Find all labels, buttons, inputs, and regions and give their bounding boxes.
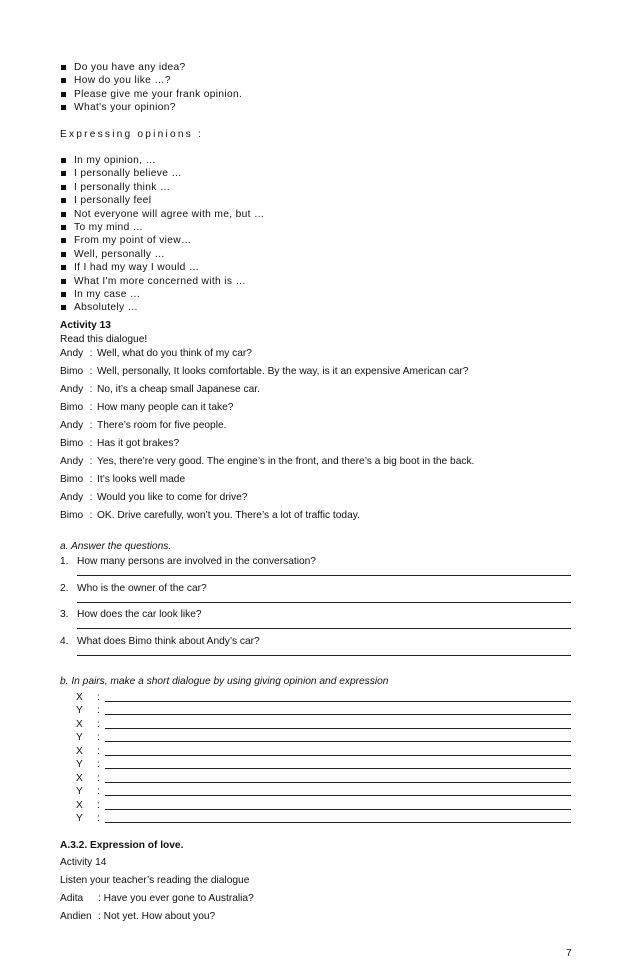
dialogue-line bbox=[60, 910, 254, 928]
line-text: : Have you ever gone to Australia? bbox=[98, 893, 254, 904]
speaker: Bimo bbox=[60, 474, 84, 485]
activity-14-title: Activity 14 bbox=[60, 857, 107, 868]
dialogue-line: Andy : Yes, there’re very good. The engine’s in the front, and there’s a big boot in the back. bbox=[60, 455, 474, 473]
pair-line[interactable]: Y : bbox=[76, 758, 571, 772]
speaker: X bbox=[76, 745, 83, 757]
pair-line[interactable]: X : bbox=[76, 798, 571, 812]
speaker: Adita bbox=[60, 893, 84, 904]
speaker: Bimo bbox=[60, 510, 84, 521]
answer-line[interactable] bbox=[77, 627, 571, 629]
line-text: Has it got brakes? bbox=[97, 438, 180, 449]
list-item: From my point of view… bbox=[60, 234, 265, 247]
dialogue-line bbox=[60, 892, 254, 910]
question-text: How does the car look like? bbox=[77, 609, 202, 620]
question-text: How many persons are involved in the conversation? bbox=[77, 556, 316, 567]
speaker: Andien bbox=[60, 911, 92, 922]
speaker: Y bbox=[76, 732, 83, 743]
list-item: To my mind … bbox=[60, 221, 265, 234]
question bbox=[60, 555, 572, 582]
speaker: X bbox=[76, 718, 83, 730]
pair-dialogue-lines bbox=[76, 690, 571, 825]
activity-13-instruction: Read this dialogue! bbox=[60, 334, 148, 345]
list-item: Not everyone will agree with me, but … bbox=[60, 208, 265, 221]
line-text: Would you like to come for drive? bbox=[97, 492, 248, 503]
list-item: Please give me your frank opinion. bbox=[60, 88, 242, 101]
dialogue-line: Bimo : How many people can it take? bbox=[60, 401, 474, 419]
dialogue-line: Bimo : Well, personally, It looks comfortable. By the way, is it an expensive American car? bbox=[60, 365, 474, 383]
question bbox=[60, 608, 572, 635]
pair-line[interactable]: X : bbox=[76, 690, 571, 704]
line-text: Yes, there’re very good. The engine’s in the front, and there’s a big boot in the back. bbox=[97, 456, 475, 467]
page-number: 7 bbox=[566, 948, 572, 959]
answer-line[interactable] bbox=[77, 654, 571, 656]
asking-opinion-list bbox=[60, 61, 242, 115]
question bbox=[60, 635, 572, 662]
list-item: I personally feel bbox=[60, 194, 265, 207]
question-list bbox=[60, 555, 572, 661]
dialogue-line: Bimo : It’s looks well made bbox=[60, 473, 474, 491]
section-heading: A.3.2. Expression of love. bbox=[60, 840, 184, 851]
list-item: I personally believe … bbox=[60, 167, 265, 180]
answer-line[interactable] bbox=[77, 601, 571, 603]
speaker: Bimo bbox=[60, 438, 84, 449]
dialogue-line: Bimo : OK. Drive carefully, won’t you. There’s a lot of traffic today. bbox=[60, 509, 474, 527]
line-text: OK. Drive carefully, won’t you. There’s a lot of traffic today. bbox=[97, 510, 360, 521]
list-item: If I had my way I would … bbox=[60, 261, 265, 274]
question-number: 3. bbox=[60, 609, 69, 620]
activity-13-dialogue bbox=[60, 347, 474, 527]
line-text: Well, what do you think of my car? bbox=[97, 348, 252, 359]
pair-line[interactable]: X : bbox=[76, 717, 571, 731]
pair-line[interactable]: X : bbox=[76, 744, 571, 758]
speaker: Andy bbox=[60, 348, 84, 359]
speaker: Y bbox=[76, 705, 83, 716]
expressing-opinion-list bbox=[60, 154, 265, 315]
speaker: Andy bbox=[60, 456, 84, 467]
pair-line[interactable]: Y : bbox=[76, 704, 571, 718]
speaker: Y bbox=[76, 759, 83, 770]
line-text: No, it’s a cheap small Japanese car. bbox=[97, 384, 260, 395]
expressing-opinions-heading: Expressing opinions : bbox=[60, 129, 204, 140]
question-number: 2. bbox=[60, 582, 69, 594]
list-item: I personally think … bbox=[60, 181, 265, 194]
question bbox=[60, 582, 572, 609]
speaker: X bbox=[76, 799, 83, 811]
question-text: What does Bimo think about Andy’s car? bbox=[77, 635, 260, 647]
answer-line[interactable] bbox=[77, 574, 571, 576]
list-item: What I'm more concerned with is … bbox=[60, 275, 265, 288]
pair-line[interactable]: Y : bbox=[76, 812, 571, 826]
activity-14-instruction: Listen your teacher’s reading the dialogue bbox=[60, 875, 250, 886]
speaker: Andy bbox=[60, 492, 84, 503]
activity-14-dialogue bbox=[60, 892, 254, 928]
pair-line[interactable]: Y : bbox=[76, 731, 571, 745]
activity-13-title: Activity 13 bbox=[60, 320, 111, 331]
line-text: Well, personally, It looks comfortable. By the way, is it an expensive American car? bbox=[97, 366, 469, 377]
part-b-instruction: b. In pairs, make a short dialogue by using giving opinion and expression bbox=[60, 676, 389, 687]
line-text: It’s looks well made bbox=[97, 474, 186, 485]
dialogue-line: Andy : There’s room for five people. bbox=[60, 419, 474, 437]
speaker: Andy bbox=[60, 384, 84, 395]
line-text: : Not yet. How about you? bbox=[98, 911, 216, 922]
speaker: Andy bbox=[60, 420, 84, 431]
dialogue-line: Andy : Well, what do you think of my car? bbox=[60, 347, 474, 365]
list-item: In my case … bbox=[60, 288, 265, 301]
list-item: Do you have any idea? bbox=[60, 61, 242, 74]
pair-line[interactable]: Y : bbox=[76, 785, 571, 799]
list-item: Absolutely … bbox=[60, 301, 265, 314]
part-a-instruction: a. Answer the questions. bbox=[60, 541, 172, 552]
question-number: 1. bbox=[60, 556, 69, 567]
list-item: What's your opinion? bbox=[60, 101, 242, 114]
speaker: Y bbox=[76, 813, 83, 824]
pair-line[interactable]: X : bbox=[76, 771, 571, 785]
speaker: X bbox=[76, 772, 83, 784]
line-text: There’s room for five people. bbox=[97, 420, 227, 431]
speaker: Y bbox=[76, 786, 83, 797]
list-item: How do you like …? bbox=[60, 74, 242, 87]
speaker: Bimo bbox=[60, 402, 84, 413]
line-text: How many people can it take? bbox=[97, 402, 234, 413]
dialogue-line: Andy : No, it’s a cheap small Japanese car. bbox=[60, 383, 474, 401]
speaker: X bbox=[76, 691, 83, 703]
speaker: Bimo bbox=[60, 366, 84, 377]
list-item: Well, personally … bbox=[60, 248, 265, 261]
question-text: Who is the owner of the car? bbox=[77, 582, 207, 594]
dialogue-line: Andy : Would you like to come for drive? bbox=[60, 491, 474, 509]
question-number: 4. bbox=[60, 635, 69, 647]
list-item: In my opinion, … bbox=[60, 154, 265, 167]
dialogue-line: Bimo : Has it got brakes? bbox=[60, 437, 474, 455]
